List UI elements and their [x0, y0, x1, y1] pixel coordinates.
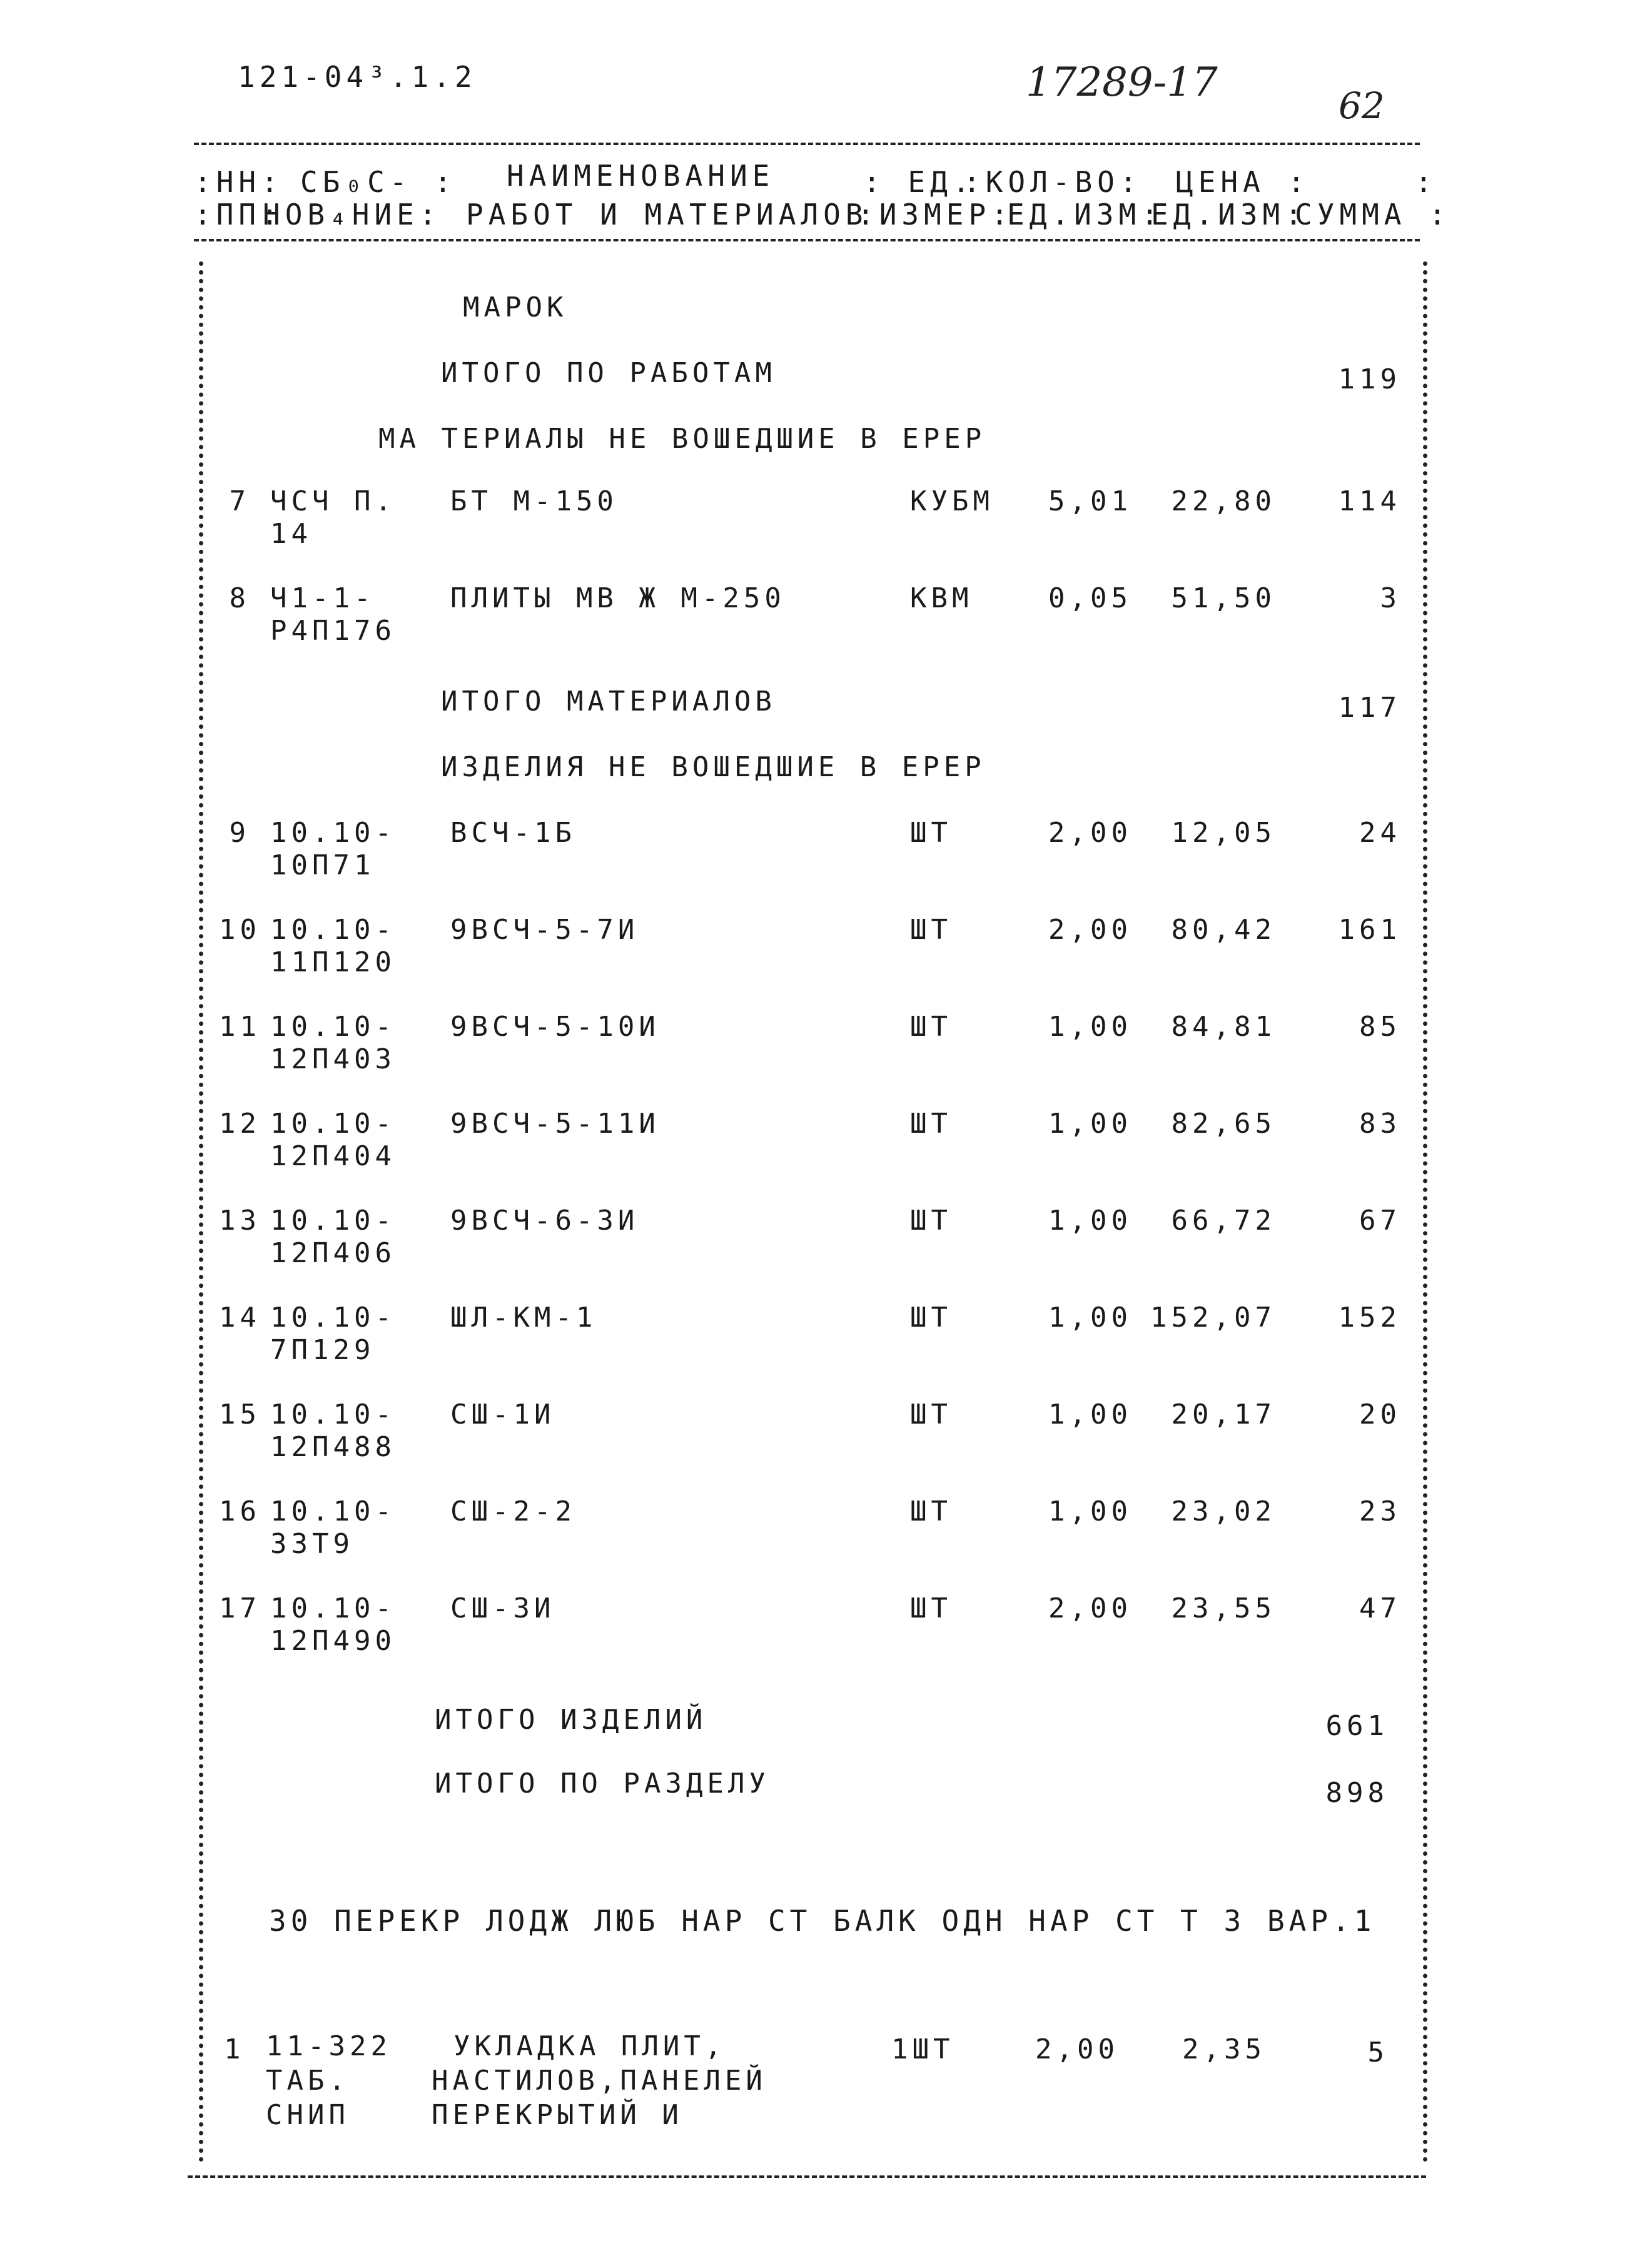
header-price: ЦЕНА : — [1176, 165, 1310, 199]
row-name: 9ВСЧ-5-11И — [450, 1108, 660, 1140]
itogo-izdeliy-sum: 661 — [1325, 1710, 1389, 1742]
row-price: 20,17 — [1171, 1399, 1276, 1430]
row-price: 12,05 — [1171, 817, 1276, 849]
row-code1: 10.10- — [270, 1108, 396, 1140]
row-unit: ШТ — [910, 914, 952, 946]
header-nn: :НН: — [194, 165, 283, 199]
last-row-unit: 1ШТ — [891, 2033, 954, 2065]
row-name: СШ-1И — [450, 1399, 555, 1430]
row-code2: 12П406 — [270, 1237, 396, 1269]
row-price: 152,07 — [1150, 1302, 1276, 1334]
row-sum: 3 — [1380, 582, 1401, 614]
row-code1: 10.10- — [270, 1592, 396, 1624]
itogo-razdelu-sum: 898 — [1325, 1777, 1389, 1809]
row-code2: 14 — [270, 518, 312, 550]
row-code1: 10.10- — [270, 1302, 396, 1334]
row-unit: ШТ — [910, 1496, 952, 1527]
row-code2: 12П490 — [270, 1625, 396, 1657]
header-sum-colon: : — [1415, 165, 1437, 199]
row-qty: 2,00 — [1048, 817, 1132, 849]
materials-heading: МА ТЕРИАЛЫ НЕ ВОШЕДШИЕ В ЕРЕР — [378, 423, 986, 455]
left-border — [199, 261, 203, 2163]
row-sum: 20 — [1359, 1399, 1401, 1430]
last-row-price: 2,35 — [1182, 2033, 1266, 2065]
row-price: 80,42 — [1171, 914, 1276, 946]
last-row-qty: 2,00 — [1035, 2033, 1119, 2065]
row-qty: 1,00 — [1048, 1011, 1132, 1043]
header-unit-2: :ИЗМЕР: — [857, 198, 1013, 231]
last-row-name-2: НАСТИЛОВ,ПАНЕЛЕЙ — [432, 2065, 767, 2097]
itogo-izdeliy-label: ИТОГО ИЗДЕЛИЙ — [435, 1704, 707, 1736]
row-n: 14 — [219, 1302, 261, 1334]
row-qty: 2,00 — [1048, 1592, 1132, 1624]
row-price: 51,50 — [1171, 582, 1276, 614]
row-unit: ШТ — [910, 1011, 952, 1043]
header-top-rule — [194, 143, 1420, 145]
row-sum: 67 — [1359, 1205, 1401, 1237]
last-row-code-2: ТАБ. — [266, 2065, 350, 2097]
row-sum: 24 — [1359, 817, 1401, 849]
row-n: 8 — [229, 582, 250, 614]
row-name: 9ВСЧ-6-3И — [450, 1205, 639, 1237]
row-code1: Ч1-1- — [270, 582, 375, 614]
header-name-2: РАБОТ И МАТЕРИАЛОВ — [466, 198, 868, 231]
row-name: 9ВСЧ-5-7И — [450, 914, 639, 946]
header-pp: :ПП: — [194, 198, 283, 231]
row-qty: 1,00 — [1048, 1496, 1132, 1527]
right-border — [1423, 261, 1427, 2163]
row-code2: Р4П176 — [270, 615, 396, 647]
row-sum: 83 — [1359, 1108, 1401, 1140]
row-sum: 114 — [1338, 485, 1401, 517]
row-qty: 1,00 — [1048, 1302, 1132, 1334]
section-title: 30 ПЕРЕКР ЛОДЖ ЛЮБ НАР СТ БАЛК ОДН НАР СТ Т 3 ВАР.1 — [269, 1904, 1376, 1938]
row-code1: 10.10- — [270, 1205, 396, 1237]
row-n: 16 — [219, 1496, 261, 1527]
row-code1: 10.10- — [270, 1011, 396, 1043]
row-unit: ШТ — [910, 817, 952, 849]
row-unit: ШТ — [910, 1108, 952, 1140]
row-n: 11 — [219, 1011, 261, 1043]
header-sum: СУММА : — [1295, 198, 1451, 231]
row-unit: КУБМ — [910, 485, 994, 517]
row-name: СШ-3И — [450, 1592, 555, 1624]
continued-label: МАРОК — [463, 291, 568, 323]
row-name: ШЛ-КМ-1 — [450, 1302, 597, 1334]
page-number: 62 — [1339, 84, 1385, 127]
row-code2: 12П488 — [270, 1431, 396, 1463]
row-code2: 33Т9 — [270, 1528, 354, 1560]
row-qty: 5,01 — [1048, 485, 1132, 517]
row-sum: 152 — [1338, 1302, 1401, 1334]
row-n: 10 — [219, 914, 261, 946]
row-qty: 1,00 — [1048, 1205, 1132, 1237]
header-code-2: НОВ₄НИЕ: — [263, 198, 442, 231]
row-unit: ШТ — [910, 1205, 952, 1237]
header-qty-2: ЕД.ИЗМ: — [1007, 198, 1163, 231]
header-name: НАИМЕНОВАНИЕ — [507, 159, 775, 193]
row-unit: ШТ — [910, 1592, 952, 1624]
row-sum: 161 — [1338, 914, 1401, 946]
row-code2: 11П120 — [270, 946, 396, 978]
row-n: 9 — [229, 817, 250, 849]
row-price: 22,80 — [1171, 485, 1276, 517]
row-qty: 0,05 — [1048, 582, 1132, 614]
last-row-sum: 5 — [1367, 2037, 1389, 2068]
row-code1: ЧСЧ П. — [270, 485, 396, 517]
itogo-razdelu-label: ИТОГО ПО РАЗДЕЛУ — [435, 1768, 770, 1800]
row-qty: 1,00 — [1048, 1399, 1132, 1430]
last-row-code-1: 11-322 — [266, 2030, 392, 2062]
row-price: 82,65 — [1171, 1108, 1276, 1140]
row-price: 66,72 — [1171, 1205, 1276, 1237]
last-row-number: 1 — [224, 2033, 245, 2065]
row-sum: 47 — [1359, 1592, 1401, 1624]
row-price: 23,55 — [1171, 1592, 1276, 1624]
row-unit: ШТ — [910, 1302, 952, 1334]
last-row-name-3: ПЕРЕКРЫТИЙ И — [432, 2099, 683, 2131]
row-name: БТ М-150 — [450, 485, 618, 517]
row-name: СШ-2-2 — [450, 1496, 576, 1527]
row-sum: 23 — [1359, 1496, 1401, 1527]
row-code2: 7П129 — [270, 1334, 375, 1366]
itogo-rabotam-label: ИТОГО ПО РАБОТАМ — [441, 357, 776, 389]
row-price: 23,02 — [1171, 1496, 1276, 1527]
header-price-2: ЕД.ИЗМ: — [1151, 198, 1307, 231]
last-row-name-1: УКЛАДКА ПЛИТ, — [453, 2030, 726, 2062]
row-code2: 12П404 — [270, 1140, 396, 1172]
header-qty: :КОЛ-ВО: — [963, 165, 1142, 199]
row-code2: 10П71 — [270, 849, 375, 881]
row-unit: ШТ — [910, 1399, 952, 1430]
row-code1: 10.10- — [270, 1399, 396, 1430]
row-code1: 10.10- — [270, 914, 396, 946]
header-bottom-rule — [194, 239, 1420, 241]
row-name: ВСЧ-1Б — [450, 817, 576, 849]
row-name: 9ВСЧ-5-10И — [450, 1011, 660, 1043]
row-n: 13 — [219, 1205, 261, 1237]
row-qty: 1,00 — [1048, 1108, 1132, 1140]
row-name: ПЛИТЫ МВ Ж М-250 — [450, 582, 786, 614]
row-n: 12 — [219, 1108, 261, 1140]
row-qty: 2,00 — [1048, 914, 1132, 946]
footer-rule — [188, 2175, 1426, 2178]
row-n: 15 — [219, 1399, 261, 1430]
row-unit: КВМ — [910, 582, 973, 614]
row-code1: 10.10- — [270, 817, 396, 849]
header-code: СБ₀С- : — [300, 165, 457, 199]
row-code1: 10.10- — [270, 1496, 396, 1527]
row-price: 84,81 — [1171, 1011, 1276, 1043]
itogo-rabotam-sum: 119 — [1338, 363, 1401, 395]
header-unit: : ЕД. — [863, 165, 975, 199]
itogo-materialov-sum: 117 — [1338, 692, 1401, 724]
row-n: 17 — [219, 1592, 261, 1624]
row-n: 7 — [229, 485, 250, 517]
itogo-materialov-label: ИТОГО МАТЕРИАЛОВ — [441, 686, 776, 717]
last-row-code-3: СНИП — [266, 2099, 350, 2131]
handwritten-reference: 17289-17 — [1026, 59, 1218, 106]
row-sum: 85 — [1359, 1011, 1401, 1043]
row-code2: 12П403 — [270, 1043, 396, 1075]
izdeliya-heading: ИЗДЕЛИЯ НЕ ВОШЕДШИЕ В ЕРЕР — [441, 751, 986, 783]
document-code: 121-04³.1.2 — [238, 60, 477, 94]
